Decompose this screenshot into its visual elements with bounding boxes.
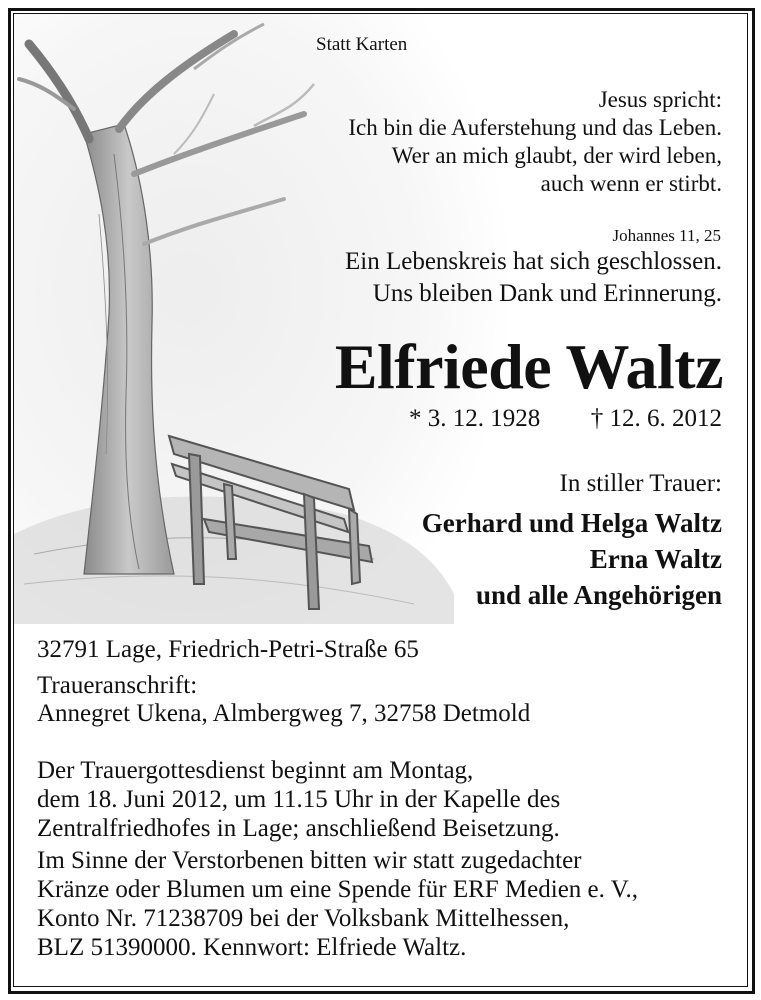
mourner-name: Gerhard und Helga Waltz xyxy=(421,508,722,538)
service-line: Kränze oder Blumen um eine Spende für ERF Medien e. V., xyxy=(37,876,639,903)
saying-line: Ein Lebenskreis hat sich geschlossen. xyxy=(345,248,722,275)
contact-address: Annegret Ukena, Almbergweg 7, 32758 Detmold xyxy=(37,700,531,727)
verse-line: auch wenn er stirbt. xyxy=(540,171,722,196)
life-dates xyxy=(409,405,722,433)
service-line: Zentralfriedhofes in Lage; anschließend Beisetzung. xyxy=(37,815,560,842)
service-line: Im Sinne der Verstorbenen bitten wir statt zugedachter xyxy=(37,847,582,874)
saying-line: Uns bleiben Dank und Erinnerung. xyxy=(372,280,722,307)
home-address: 32791 Lage, Friedrich-Petri-Straße 65 xyxy=(37,636,419,663)
statt-karten-label: Statt Karten xyxy=(316,34,408,55)
verse-line: Wer an mich glaubt, der wird leben, xyxy=(391,143,722,168)
verse-reference: Johannes 11, 25 xyxy=(612,226,721,245)
mourning-intro: In stiller Trauer: xyxy=(559,470,722,497)
deceased-name: Elfriede Waltz xyxy=(334,331,723,402)
service-line: Der Trauergottesdienst beginnt am Montag, xyxy=(37,757,474,784)
service-line: dem 18. Juni 2012, um 11.15 Uhr in der Kapelle des xyxy=(37,786,561,813)
service-line: BLZ 51390000. Kennwort: Elfriede Waltz. xyxy=(37,934,467,961)
verse-line: Jesus spricht: xyxy=(598,87,722,112)
contact-label: Traueranschrift: xyxy=(37,672,198,699)
service-line: Konto Nr. 71238709 bei der Volksbank Mittelhessen, xyxy=(37,905,570,932)
birth-date: * 3. 12. 1928 xyxy=(409,405,541,432)
verse-line: Ich bin die Auferstehung und das Leben. xyxy=(348,115,722,140)
death-date: † 12. 6. 2012 xyxy=(590,405,722,432)
mourner-name: Erna Waltz xyxy=(589,544,722,574)
mourner-name: und alle Angehörigen xyxy=(475,580,722,610)
